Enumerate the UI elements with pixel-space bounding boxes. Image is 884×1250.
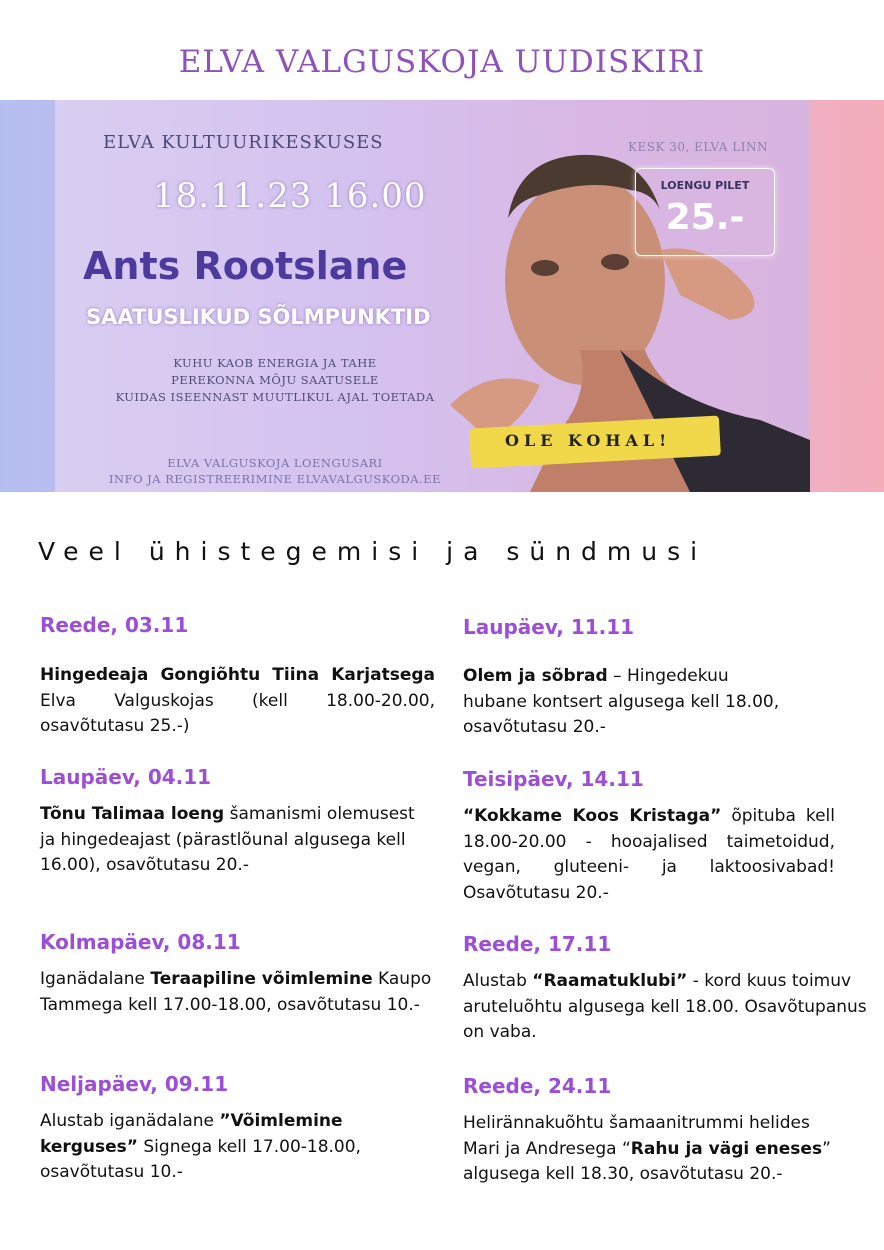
poster-datetime: 18.11.23 16.00	[153, 176, 427, 216]
poster-topic: PEREKONNA MÕJU SAATUSELE	[171, 373, 379, 387]
event-title: Olem ja sõbrad	[463, 666, 608, 686]
event-date: Kolmapäev, 08.11	[40, 930, 241, 954]
event-date: Laupäev, 04.11	[40, 765, 212, 789]
poster-address: KESK 30, ELVA LINN	[628, 140, 768, 154]
poster-registration: INFO JA REGISTREERIMINE ELVAVALGUSKODA.EE	[109, 472, 441, 486]
poster-slogan: OLE KOHAL!	[505, 431, 672, 450]
poster-series	[95, 455, 455, 487]
event-date: Teisipäev, 14.11	[463, 767, 644, 791]
newsletter-title: ELVA VALGUSKOJA UUDISKIRI	[178, 44, 706, 80]
event-description: Alustab “Raamatuklubi” - kord kuus toimuv aruteluõhtu algusega kell 18.00. Osavõtupanus on vaba.	[463, 971, 867, 1042]
section-title: Veel ühistegemisi ja sündmusi	[38, 537, 708, 566]
event-date: Neljapäev, 09.11	[40, 1072, 229, 1096]
event-item	[40, 930, 435, 1018]
event-item	[463, 767, 858, 906]
event-description: Tõnu Talimaa loeng šamanismi olemusest ja hingedeajast (pärastlõunal algusega kell 16.00), osavõtutasu 20.-	[40, 804, 415, 875]
event-description: Iganädalane Teraapiline võimlemine Kaupo Tammega kell 17.00-18.00, osavõtutasu 10.-	[40, 969, 432, 1015]
poster-topic: KUIDAS ISEENNAST MUUTLIKUL AJAL TOETADA	[115, 390, 435, 404]
poster-speaker-name: Ants Rootslane	[83, 244, 408, 288]
poster-series-name: ELVA VALGUSKOJA LOENGUSARI	[167, 456, 383, 470]
event-description: “Kokkame Koos Kristaga” õpituba kell 18.00-20.00 - hooajalised taimetoidud, vegan, gluteeni- ja laktoosivabad! Osavõtutasu 20.-	[463, 806, 836, 903]
event-title: Rahu ja vägi eneses	[630, 1138, 823, 1159]
event-date: Reede, 03.11	[40, 613, 189, 637]
event-title: Hingedeaja Gongiõhtu Tiina Karjatsega	[40, 665, 435, 685]
event-item	[463, 1074, 858, 1188]
event-title: Tõnu Talimaa loeng	[40, 804, 225, 824]
event-title: Teraapiline võimlemine	[150, 969, 373, 989]
event-description: Olem ja sõbrad – Hingedekuu hubane kontsert algusega kell 18.00, osavõtutasu 20.-	[463, 666, 780, 737]
event-item	[40, 765, 435, 879]
ticket-price-box	[635, 168, 775, 256]
event-description: Alustab iganädalane ”Võimlemine kerguses” Signega kell 17.00-18.00, osavõtutasu 10.-	[40, 1111, 361, 1182]
event-item	[463, 615, 858, 741]
ticket-price: 25.-	[665, 197, 745, 238]
event-item	[40, 1072, 435, 1186]
event-description: Helirännakuõhtu šamaanitrummi helides Mari ja Andresega “Rahu ja vägi eneses” algusega kell 18.30, osavõtutasu 20.-	[463, 1113, 831, 1184]
event-item	[40, 613, 435, 740]
event-title: “Kokkame Koos Kristaga”	[463, 806, 722, 826]
event-description: Hingedeaja Gongiõhtu Tiina Karjatsega Elva Valguskojas (kell 18.00-20.00, osavõtutasu 25.-)	[40, 665, 435, 736]
ticket-label: LOENGU PILET	[660, 179, 750, 192]
poster-lecture-title: SAATUSLIKUD SÕLMPUNKTID	[86, 305, 431, 329]
poster-topics	[95, 355, 455, 406]
event-title: “Raamatuklubi”	[532, 971, 688, 991]
event-item	[463, 932, 867, 1046]
event-date: Reede, 17.11	[463, 932, 612, 956]
event-title: ”Võimlemine kerguses”	[40, 1111, 343, 1157]
poster-venue: ELVA KULTUURIKESKUSES	[103, 132, 384, 153]
event-date: Reede, 24.11	[463, 1074, 612, 1098]
poster-topic: KUHU KAOB ENERGIA JA TAHE	[173, 356, 377, 370]
event-date: Laupäev, 11.11	[463, 615, 635, 639]
